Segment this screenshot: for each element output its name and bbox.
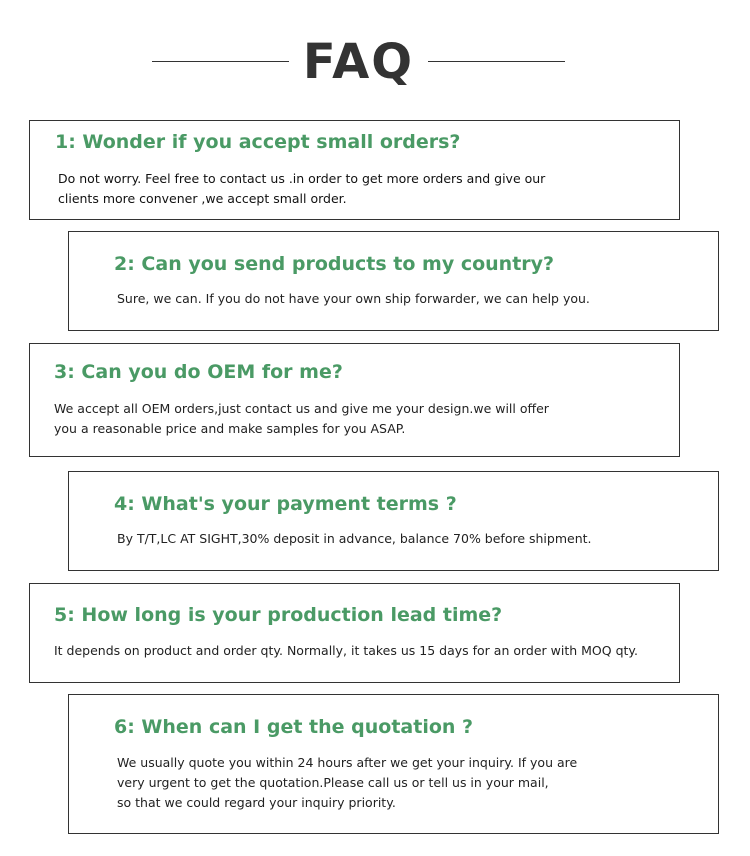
faq-answer-line: Sure, we can. If you do not have your own ship forwarder, we can help you. xyxy=(117,291,590,306)
faq-header xyxy=(0,30,750,94)
faq-answer-line: you a reasonable price and make samples for you ASAP. xyxy=(54,421,406,436)
faq-item-2 xyxy=(68,231,719,331)
faq-item-1 xyxy=(29,120,680,220)
faq-answer-2 xyxy=(117,289,590,309)
faq-question-4: 4: What's your payment terms ? xyxy=(114,493,457,515)
faq-answer-5 xyxy=(54,641,638,661)
faq-question-3: 3: Can you do OEM for me? xyxy=(54,361,343,383)
faq-answer-line: so that we could regard your inquiry priority. xyxy=(117,795,396,810)
faq-answer-4 xyxy=(117,529,592,549)
faq-answer-1 xyxy=(58,169,545,209)
faq-question-2: 2: Can you send products to my country? xyxy=(114,253,555,275)
faq-answer-line: very urgent to get the quotation.Please call us or tell us in your mail, xyxy=(117,775,549,790)
title-divider-right xyxy=(428,61,565,62)
faq-item-3 xyxy=(29,343,680,457)
faq-answer-6 xyxy=(117,753,577,813)
page-title: FAQ xyxy=(302,34,415,90)
faq-answer-3 xyxy=(54,399,549,439)
faq-answer-line: It depends on product and order qty. Normally, it takes us 15 days for an order with MOQ qty. xyxy=(54,643,639,658)
faq-question-6: 6: When can I get the quotation ? xyxy=(114,716,474,738)
faq-answer-line: Do not worry. Feel free to contact us .in order to get more orders and give our xyxy=(58,171,546,186)
faq-item-6 xyxy=(68,694,719,834)
faq-question-1: 1: Wonder if you accept small orders? xyxy=(55,131,461,153)
faq-answer-line: By T/T,LC AT SIGHT,30% deposit in advance, balance 70% before shipment. xyxy=(117,531,592,546)
faq-item-5 xyxy=(29,583,680,683)
faq-answer-line: We accept all OEM orders,just contact us and give me your design.we will offer xyxy=(54,401,549,416)
title-divider-left xyxy=(152,61,289,62)
faq-question-5: 5: How long is your production lead time? xyxy=(54,604,503,626)
faq-item-4 xyxy=(68,471,719,571)
faq-answer-line: We usually quote you within 24 hours after we get your inquiry. If you are xyxy=(117,755,578,770)
faq-answer-line: clients more convener ,we accept small order. xyxy=(58,191,347,206)
